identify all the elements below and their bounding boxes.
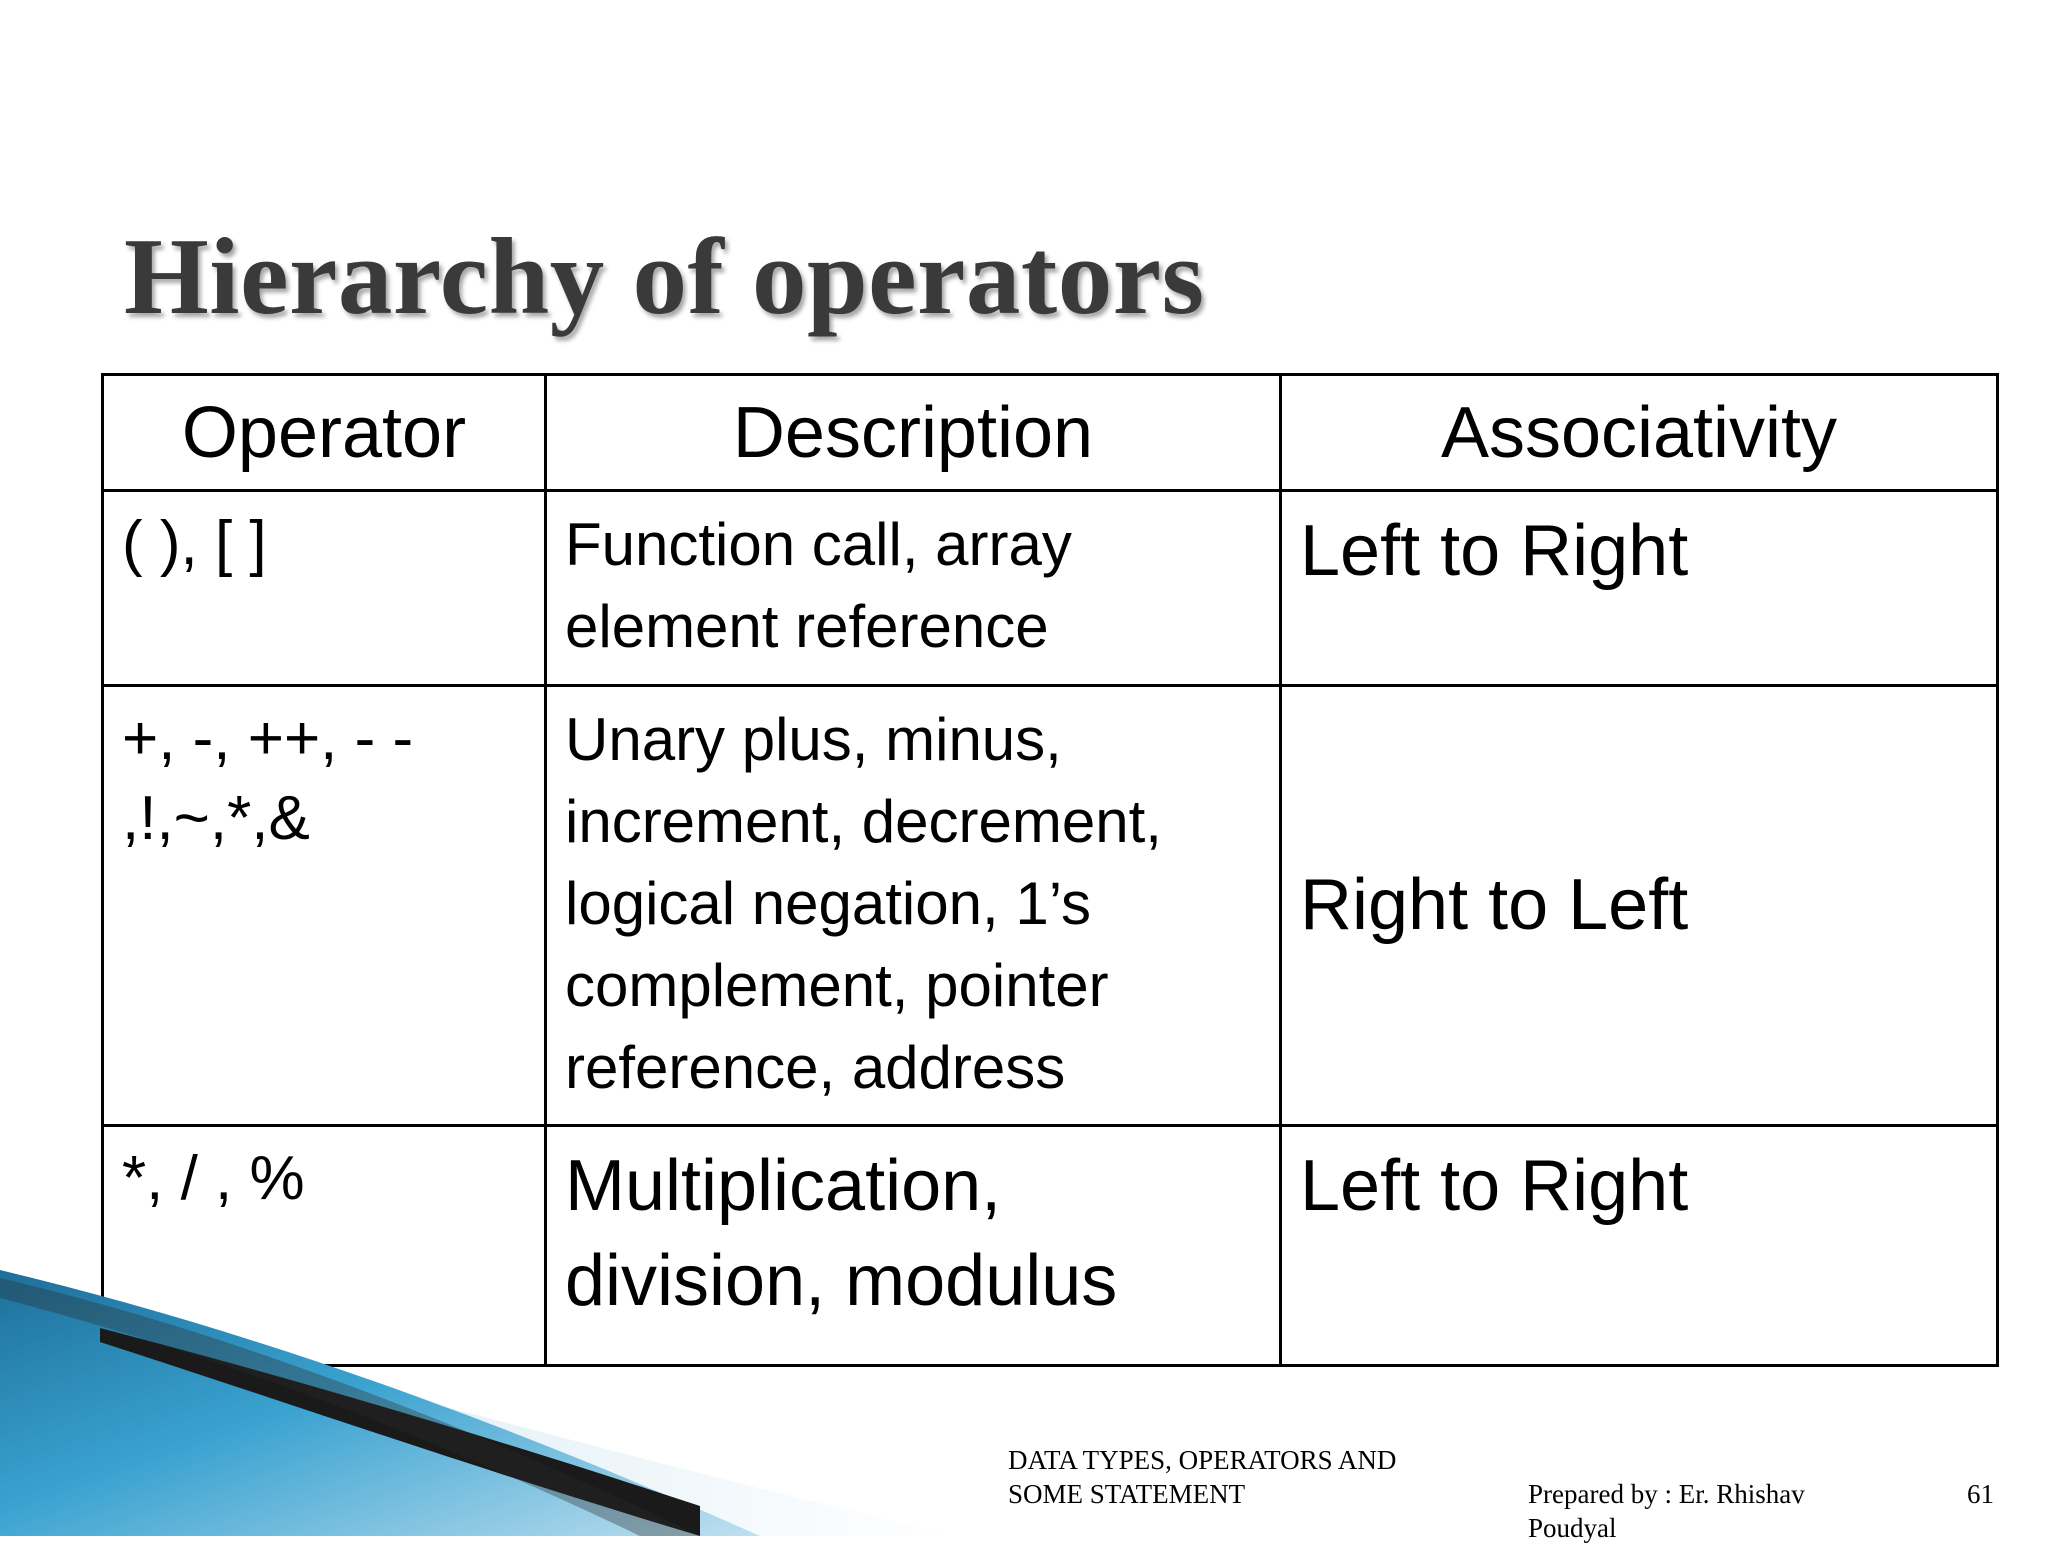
decorative-swoosh [0,1270,960,1536]
associativity-cell: Left to Right [1281,491,1998,686]
description-cell: Function call, array element reference [546,491,1281,686]
associativity-cell: Left to Right [1281,1126,1998,1366]
table-row [103,491,1998,686]
operator-cell: +, -, ++, - - ,!,~,*,& [103,686,546,1126]
header-description: Description [546,375,1281,491]
slide-title: Hierarchy of operators [124,216,1205,337]
footer-topic: DATA TYPES, OPERATORS AND SOME STATEMENT [1008,1445,1397,1509]
operator-cell: ( ), [ ] [103,491,546,686]
header-associativity: Associativity [1281,375,1998,491]
header-operator: Operator [103,375,546,491]
description-cell: Unary plus, minus, increment, decrement, logical negation, 1’s complement, pointer reference, address [546,686,1281,1126]
operator-cell: *, / , % [103,1126,546,1366]
operator-hierarchy-table [101,373,1999,1367]
table-header-row [103,375,1998,491]
description-cell: Multiplication, division, modulus [546,1126,1281,1366]
footer-author: Prepared by : Er. Rhishav Poudyal [1528,1479,1805,1543]
associativity-cell: Right to Left [1281,686,1998,1126]
table-row [103,686,1998,1126]
page-number: 61 [1967,1479,1994,1509]
